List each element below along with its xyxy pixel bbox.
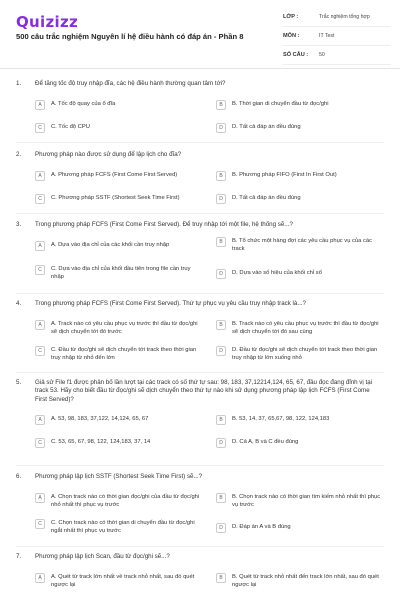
option-letter: D [216, 438, 226, 448]
option-b[interactable] [216, 573, 382, 589]
option-text: B. Quét từ track nhỏ nhất đến track lớn nhất, sau đó quét ngược lại [232, 574, 379, 588]
option-b[interactable] [216, 415, 382, 425]
option-text: C. 53, 65, 67, 98, 122, 124,183, 37, 14 [51, 439, 151, 445]
option-text: B. Chọn track nào có thời gian tìm kiếm nhỏ nhất thì phục vụ trước [232, 494, 381, 508]
option-letter: C [35, 346, 45, 356]
option-d[interactable] [216, 346, 382, 362]
question-text: Giả sử File f1 được phân bố lần lượt tại các track có số thứ tự sau: 98, 183, 37,12214,124, 65, 67, đầu đọc đang đỉnh vị tại track 53. Hãy cho biết đầu từ đọc/ghi sẽ dịch chuyển theo thứ tự nào khi sử dụng phương pháp lập lịch FCFS (First Come First Served)? [35, 379, 373, 403]
question-number: 4. [16, 300, 22, 307]
option-d[interactable] [216, 438, 382, 448]
meta-table [283, 8, 391, 65]
option-letter: D [216, 123, 226, 133]
option-letter: D [216, 194, 226, 204]
option-a[interactable] [35, 320, 201, 336]
question-number: 3. [16, 221, 22, 228]
option-letter: C [35, 438, 45, 448]
option-text: D. Dựa vào số hiệu của khối chỉ số [232, 270, 322, 276]
option-a[interactable] [35, 171, 201, 181]
option-letter: A [35, 241, 45, 251]
meta-key: LỚP : [283, 14, 299, 20]
option-text: D. Cả A, B và C đều đúng [232, 439, 299, 445]
option-letter: C [35, 194, 45, 204]
page-header [0, 0, 400, 69]
option-a[interactable] [35, 415, 201, 425]
option-letter: C [35, 123, 45, 133]
option-text: C. Phương pháp SSTF (Shortest Seek Time First) [51, 195, 180, 201]
option-text: A. Chọn track nào có thời gian đọc/ghi của đầu từ đọc/ghi nhỏ nhất thì phục vụ trước [51, 494, 200, 508]
option-c[interactable] [35, 265, 201, 281]
meta-key: MÔN : [283, 33, 300, 39]
meta-row-subject [283, 27, 391, 46]
divider [16, 213, 384, 214]
option-text: B. Phương pháp FIFO (First In First Out) [232, 172, 337, 178]
option-text: B. Thời gian di chuyển đầu từ đọc/ghi [232, 101, 329, 107]
option-text: A. Phương pháp FCFS (First Come First Served) [51, 172, 178, 178]
divider [16, 372, 384, 373]
document-title: 500 câu trắc nghiệm Nguyên lí hệ điều hành có đáp án - Phần 8 [16, 32, 244, 41]
option-b[interactable] [216, 320, 382, 336]
option-letter: B [216, 237, 226, 247]
option-letter: D [216, 346, 226, 356]
meta-key: SỐ CÂU : [283, 52, 309, 58]
divider [16, 142, 384, 143]
option-text: A. Track nào có yêu cầu phục vụ trước thì đầu từ đọc/ghi sẽ dịch chuyển tới đó trước [51, 321, 198, 335]
option-text: A. Quét từ track lớn nhất về track nhỏ nhất, sau đó quét ngược lại [51, 574, 195, 588]
question-text: Phương pháp lập lịch SSTF (Shortest Seek Time First) sẽ...? [35, 473, 203, 480]
meta-value: IT Test [319, 33, 335, 39]
meta-value: Trắc nghiệm tổng hợp [319, 14, 370, 20]
option-letter: B [216, 415, 226, 425]
divider [16, 546, 384, 547]
question-number: 6. [16, 473, 22, 480]
option-b[interactable] [216, 493, 382, 509]
option-letter: B [216, 573, 226, 583]
divider [16, 293, 384, 294]
question-text: Để tăng tốc độ truy nhập đĩa, các hệ điều hành thường quan tâm tới? [35, 80, 226, 87]
question-text: Trong phương pháp FCFS (First Come First Served). Để truy nhập tới một file, hệ thống sẽ...? [35, 221, 293, 228]
option-d[interactable] [216, 269, 382, 279]
option-text: D. Tất cả đáp án đều đúng [232, 195, 301, 201]
option-letter: D [216, 269, 226, 279]
option-text: C. Tốc độ CPU [51, 124, 90, 130]
option-a[interactable] [35, 241, 201, 251]
option-letter: A [35, 100, 45, 110]
option-a[interactable] [35, 100, 201, 110]
option-text: A. Tốc độ quay của ổ đĩa [51, 101, 116, 107]
option-letter: A [35, 415, 45, 425]
option-text: C. Chọn track nào có thời gian di chuyển đầu từ đọc/ghi ngắt nhất thì phục vụ trước [51, 520, 195, 534]
option-letter: B [216, 493, 226, 503]
option-letter: D [216, 523, 226, 533]
option-letter: A [35, 171, 45, 181]
option-c[interactable] [35, 346, 201, 362]
option-letter: C [35, 265, 45, 275]
option-text: C. Dựa vào địa chỉ của khối đầu tiên trong file cần truy nhập [51, 266, 191, 280]
question-number: 2. [16, 151, 22, 158]
question-text: Phương pháp nào được sử dụng để lập lịch cho đĩa? [35, 151, 182, 158]
option-letter: B [216, 100, 226, 110]
option-letter: B [216, 320, 226, 330]
option-letter: B [216, 171, 226, 181]
option-text: D. Đầu từ đọc/ghi sẽ dịch chuyển tới track theo thời gian truy nhập từ lớn xuống nhỏ [232, 347, 378, 361]
option-text: D. Tất cả đáp án đều đúng [232, 124, 301, 130]
option-text: C. Đầu từ đọc/ghi sẽ dịch chuyển tới track theo thời gian truy nhập từ nhỏ đến lớn [51, 347, 197, 361]
option-d[interactable] [216, 194, 382, 204]
option-text: A. Dựa vào địa chỉ của các khối cần truy nhập [51, 242, 170, 248]
question-text: Phương pháp lập lịch Scan, đầu từ đọc/ghi sẽ...? [35, 553, 170, 560]
option-letter: C [35, 519, 45, 529]
option-text: B. Track nào có yêu cầu phục vụ trước thì đầu từ đọc/ghi sẽ dịch chuyển tới đó sau cùng [232, 321, 379, 335]
option-c[interactable] [35, 438, 201, 448]
option-text: B. 53, 14, 37, 65,67, 98, 122, 124,183 [232, 416, 330, 422]
option-letter: A [35, 493, 45, 503]
option-letter: A [35, 573, 45, 583]
question-number: 7. [16, 553, 22, 560]
question-number: 1. [16, 80, 22, 87]
option-c[interactable] [35, 519, 201, 535]
divider [16, 465, 384, 466]
option-b[interactable] [216, 237, 382, 253]
option-d[interactable] [216, 123, 382, 133]
option-b[interactable] [216, 171, 382, 181]
option-d[interactable] [216, 523, 382, 533]
option-c[interactable] [35, 194, 201, 204]
meta-row-class [283, 8, 391, 27]
option-text: B. Tổ chức một hàng đợi các yêu cầu phục vụ của các track [232, 238, 373, 252]
meta-row-count [283, 46, 391, 65]
meta-value: 50 [319, 52, 325, 58]
option-c[interactable] [35, 123, 201, 133]
option-a[interactable] [35, 493, 201, 509]
option-letter: A [35, 320, 45, 330]
question-text: Trong phương pháp FCFS (First Come First Served). Thứ tự phục vụ yêu cầu truy nhập track là...? [35, 300, 306, 307]
option-b[interactable] [216, 100, 382, 110]
option-text: A. 53, 98, 183, 37,122, 14,124, 65, 67 [51, 416, 149, 422]
question-number: 5. [16, 379, 22, 386]
option-text: D. Đáp án A và B đúng [232, 524, 291, 530]
quizizz-logo: Quizizz [16, 13, 79, 31]
option-a[interactable] [35, 573, 201, 589]
